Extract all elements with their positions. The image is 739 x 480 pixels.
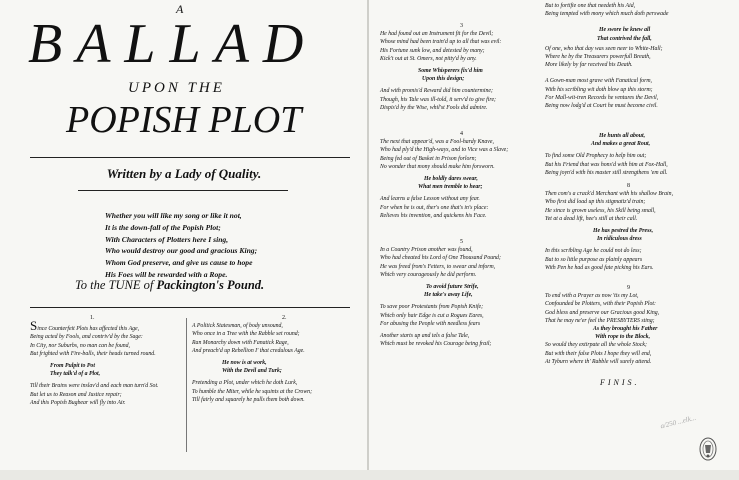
intro-line: With Characters of Plotters here I sing, <box>105 234 229 244</box>
verse-line: More likely by far received his Death. <box>545 62 633 69</box>
refrain-line: In ridiculous dress <box>597 236 642 243</box>
verse-line: Ran Monarchy down with Fanatick Rage, <box>192 339 289 346</box>
handwritten-note: a/250 ...elk... <box>659 413 697 431</box>
title-ballad: BALLAD <box>28 13 318 75</box>
tune-name: Packington's Pound. <box>156 278 265 292</box>
verse-number: 8 <box>627 183 630 189</box>
refrain-line: He take's away Life, <box>424 292 473 299</box>
intro-line: Whom God preserve, and give us cause to hope <box>105 258 253 268</box>
refrain-line: They talk'd of a Plot, <box>50 371 101 378</box>
verse-7 <box>545 132 668 177</box>
verse-line: Who once in a Tree with the Rabble set round; <box>192 331 300 338</box>
verse-line: Who first did load up this stigmatiz'd train; <box>545 199 646 206</box>
verse-line: But to so little purpose as plainly appears <box>545 256 643 263</box>
verse-line: Being now lodg'd at Court he must become civil. <box>545 103 658 110</box>
verse-number: 2. <box>282 315 287 321</box>
verse-line: Till their Brains were inslav'd and each man turn'd Sot. <box>30 383 159 390</box>
verse-1 <box>30 314 159 407</box>
title-upon-the: UPON THE <box>128 80 225 96</box>
verse-number: 9 <box>627 285 630 291</box>
refrain-line: He now is at work, <box>222 360 267 367</box>
verse-line: Though, his Tale was ill-told, it serv'd to give fire; <box>380 96 496 103</box>
refrain-line: He swore he knew all <box>599 27 651 34</box>
refrain-line: From Pulpit to Pot <box>50 363 95 370</box>
verse-3 <box>380 22 501 112</box>
verse-line: Which must be revoked his Courage being frail; <box>380 341 492 348</box>
intro-line: It is the down-fall of the Popish Plot; <box>105 222 221 232</box>
refrain-line: He hunts all about, <box>599 133 646 139</box>
verse-line: But to fortifie one that needeth his Aid, <box>545 3 636 9</box>
verse-line: In this scribling Age he could not do less; <box>545 248 642 255</box>
verse-line: And with promis'd Reward did him countermine; <box>380 88 493 95</box>
verse-line: Which very courageously he did perform. <box>380 271 477 278</box>
verse-line: For Mall-wit-tren Records he ventures the Devil, <box>545 94 659 101</box>
verse-line: To end with a Prayer as now 'tis my Lot, <box>545 293 639 300</box>
intro-line: Who would destroy our good and gracious King; <box>105 246 258 256</box>
verse-line: To save poor Protestants from Popish Knife; <box>380 304 484 311</box>
verse-9 <box>545 284 659 366</box>
verse-number: 5 <box>460 239 463 245</box>
verse-line: The next that appear'd, was a Fool-hardy Knave, <box>380 139 494 146</box>
column-divider <box>186 318 187 452</box>
verse-line: For when he is out, ther's one that's in's place: <box>380 204 489 211</box>
verse-line: He had found out an Instrument fit for the Devil; <box>380 31 494 38</box>
verse-line: With his scribling wit doth blow up this storm; <box>545 86 653 93</box>
verse-line: His Fortune sunk low, and detested by many; <box>380 47 485 54</box>
intro-stanza <box>105 210 257 281</box>
verse-line: Of one, who that day was seen neer to White-Hall; <box>545 45 663 52</box>
refrain-line: As they brought his Father <box>593 326 658 333</box>
sheet-bottom-edge <box>0 470 739 480</box>
verse-line: God bless and preserve our Gracious good King, <box>545 309 660 316</box>
verse-line: For abusing the People with needless fears <box>380 320 481 327</box>
verse-line: Dispis'd by the Wise, whil'st Fools did admire. <box>380 104 488 111</box>
verse-line: Whose mind had been train'd up to all that was evil: <box>380 39 502 46</box>
verse-line: Who had cheated his Lord of One Thousand Pound; <box>380 255 501 262</box>
verse-line: With Pen he had as good fate picking his Ears. <box>545 264 654 271</box>
verse-line: Being joyn'd with his master still strengthens 'em all. <box>545 169 668 176</box>
verse-line: Being acted by Fools, and contriv'd by the Sage: <box>30 334 143 341</box>
verse-line: In a Country Prison another was found, <box>380 247 473 254</box>
verse-6 <box>545 2 669 110</box>
finis-label: FINIS. <box>600 378 640 387</box>
verse-line: That he may ne'er feel the PRESBYTERS sting; <box>545 317 655 324</box>
refrain-line: With the Devil and Turk; <box>222 368 282 375</box>
verse-line: Relieves his invention, and quickens his Face. <box>380 212 487 219</box>
verse-line: Till fairly and squarely he pulls them both down. <box>192 396 305 403</box>
title-rule <box>30 157 350 158</box>
refrain-line: And makes a great Rout, <box>591 141 651 148</box>
verse-number: 4 <box>460 131 463 137</box>
verse-8 <box>545 182 673 272</box>
verse-5 <box>380 238 501 348</box>
verse-line: Being tempted with mony which much doth perswade <box>545 11 669 18</box>
verse-line: Then com's a crack'd Merchant with his shallow Brain, <box>545 191 674 198</box>
intro-line: His Foes will be rewarded with a Rope. <box>105 269 228 279</box>
verse-line: To find some Old Prophecy to help him out; <box>545 153 647 160</box>
verse-line: But let us to Reason and Justice repair; <box>30 391 122 398</box>
verse-line: Since Counterfeit Plots has affected this Age, <box>30 318 140 334</box>
verse-line: Yet at a dead lift, hee's still at their call. <box>545 215 638 222</box>
tune-prefix: To the TUNE of <box>75 278 154 292</box>
verse-line: Being fed out of Basket in Prison forlorn; <box>380 155 477 162</box>
verse-line: A Politick Statesman, of body unsound, <box>192 323 283 330</box>
refrain-line: Upon this design; <box>422 76 465 83</box>
verse-line: He was freed from's Fetters, to swear and inform, <box>380 263 496 270</box>
verse-2 <box>192 314 312 404</box>
verse-line: Another starts up and tels a false Tale, <box>380 333 470 340</box>
verse-line: Kick't out at St. Omers, not pitty'd by any. <box>380 55 477 62</box>
verse-line: But frighted with Fire-balls, their heads turned round. <box>30 350 156 357</box>
title-article: A <box>176 2 184 16</box>
refrain-line: That contrived the fall, <box>597 35 652 42</box>
byline: Written by a Lady of Quality. <box>106 166 262 181</box>
library-stamp-icon <box>698 436 718 462</box>
refrain-line: He boldly dares swear, <box>424 176 478 183</box>
byline-rule <box>78 190 288 191</box>
verse-line: Pretending a Plot, under which he doth Lurk, <box>192 380 298 387</box>
verse-line: A Gown-man most grave with Fanatical form, <box>545 78 652 85</box>
verse-line: Where he by the Treasurers powerfull Breath, <box>545 54 651 61</box>
verse-line: Which only hair Edge is cut a Rogues Eares, <box>380 312 484 319</box>
verse-line: Who had ply'd the High-ways, and to Vice was a Slave; <box>380 147 509 154</box>
verse-line: And learns a false Lesson without any fear. <box>380 196 480 203</box>
verse-line: But his Friend that was hons'd with him at Fox-Hall, <box>545 161 668 168</box>
page-fold <box>367 0 369 480</box>
verse-line: So would they extirpate all the whole Stock; <box>545 342 647 349</box>
title-popish-plot: POPISH PLOT <box>66 99 302 141</box>
refrain-line: He has pestred the Press, <box>593 228 654 235</box>
drop-cap: S <box>30 318 38 334</box>
verse-line: No wonder that mony should make him forsworn. <box>380 163 495 170</box>
verse-4 <box>380 130 508 220</box>
refrain-line: What men tremble to hear; <box>418 184 483 191</box>
refrain-line: To avoid future Strife, <box>426 284 479 291</box>
verse-number: 3 <box>460 23 463 29</box>
verse-line: At Tyburn where th' Rabble will surely attend. <box>545 358 652 365</box>
refrain-line: With rope to the Block, <box>595 334 651 341</box>
refrain-line: Some Whisperers fix'd him <box>418 68 483 75</box>
verse-line: And preach'd up Rebellion I' that credulous Age. <box>192 347 305 354</box>
verse-line: In City, nor Suburbs, no man can be found, <box>30 342 130 349</box>
intro-line: Whether you will like my song or like it not, <box>105 211 242 220</box>
verse-line: But with their false Plots I hope they will end, <box>545 350 652 357</box>
verse-line: He since is grown useless, his Skill being small, <box>545 207 656 214</box>
tune-line <box>75 278 264 293</box>
verse-line: To humble the Miter, while he squints at the Crown; <box>192 388 313 395</box>
verse-number: 1. <box>90 315 95 321</box>
verse-line: And this Popish Bugbear will fly into Air. <box>30 399 126 406</box>
tune-rule <box>30 307 350 308</box>
verse-line: Confounded be Plotters, with their Popish Plot: <box>545 301 656 308</box>
